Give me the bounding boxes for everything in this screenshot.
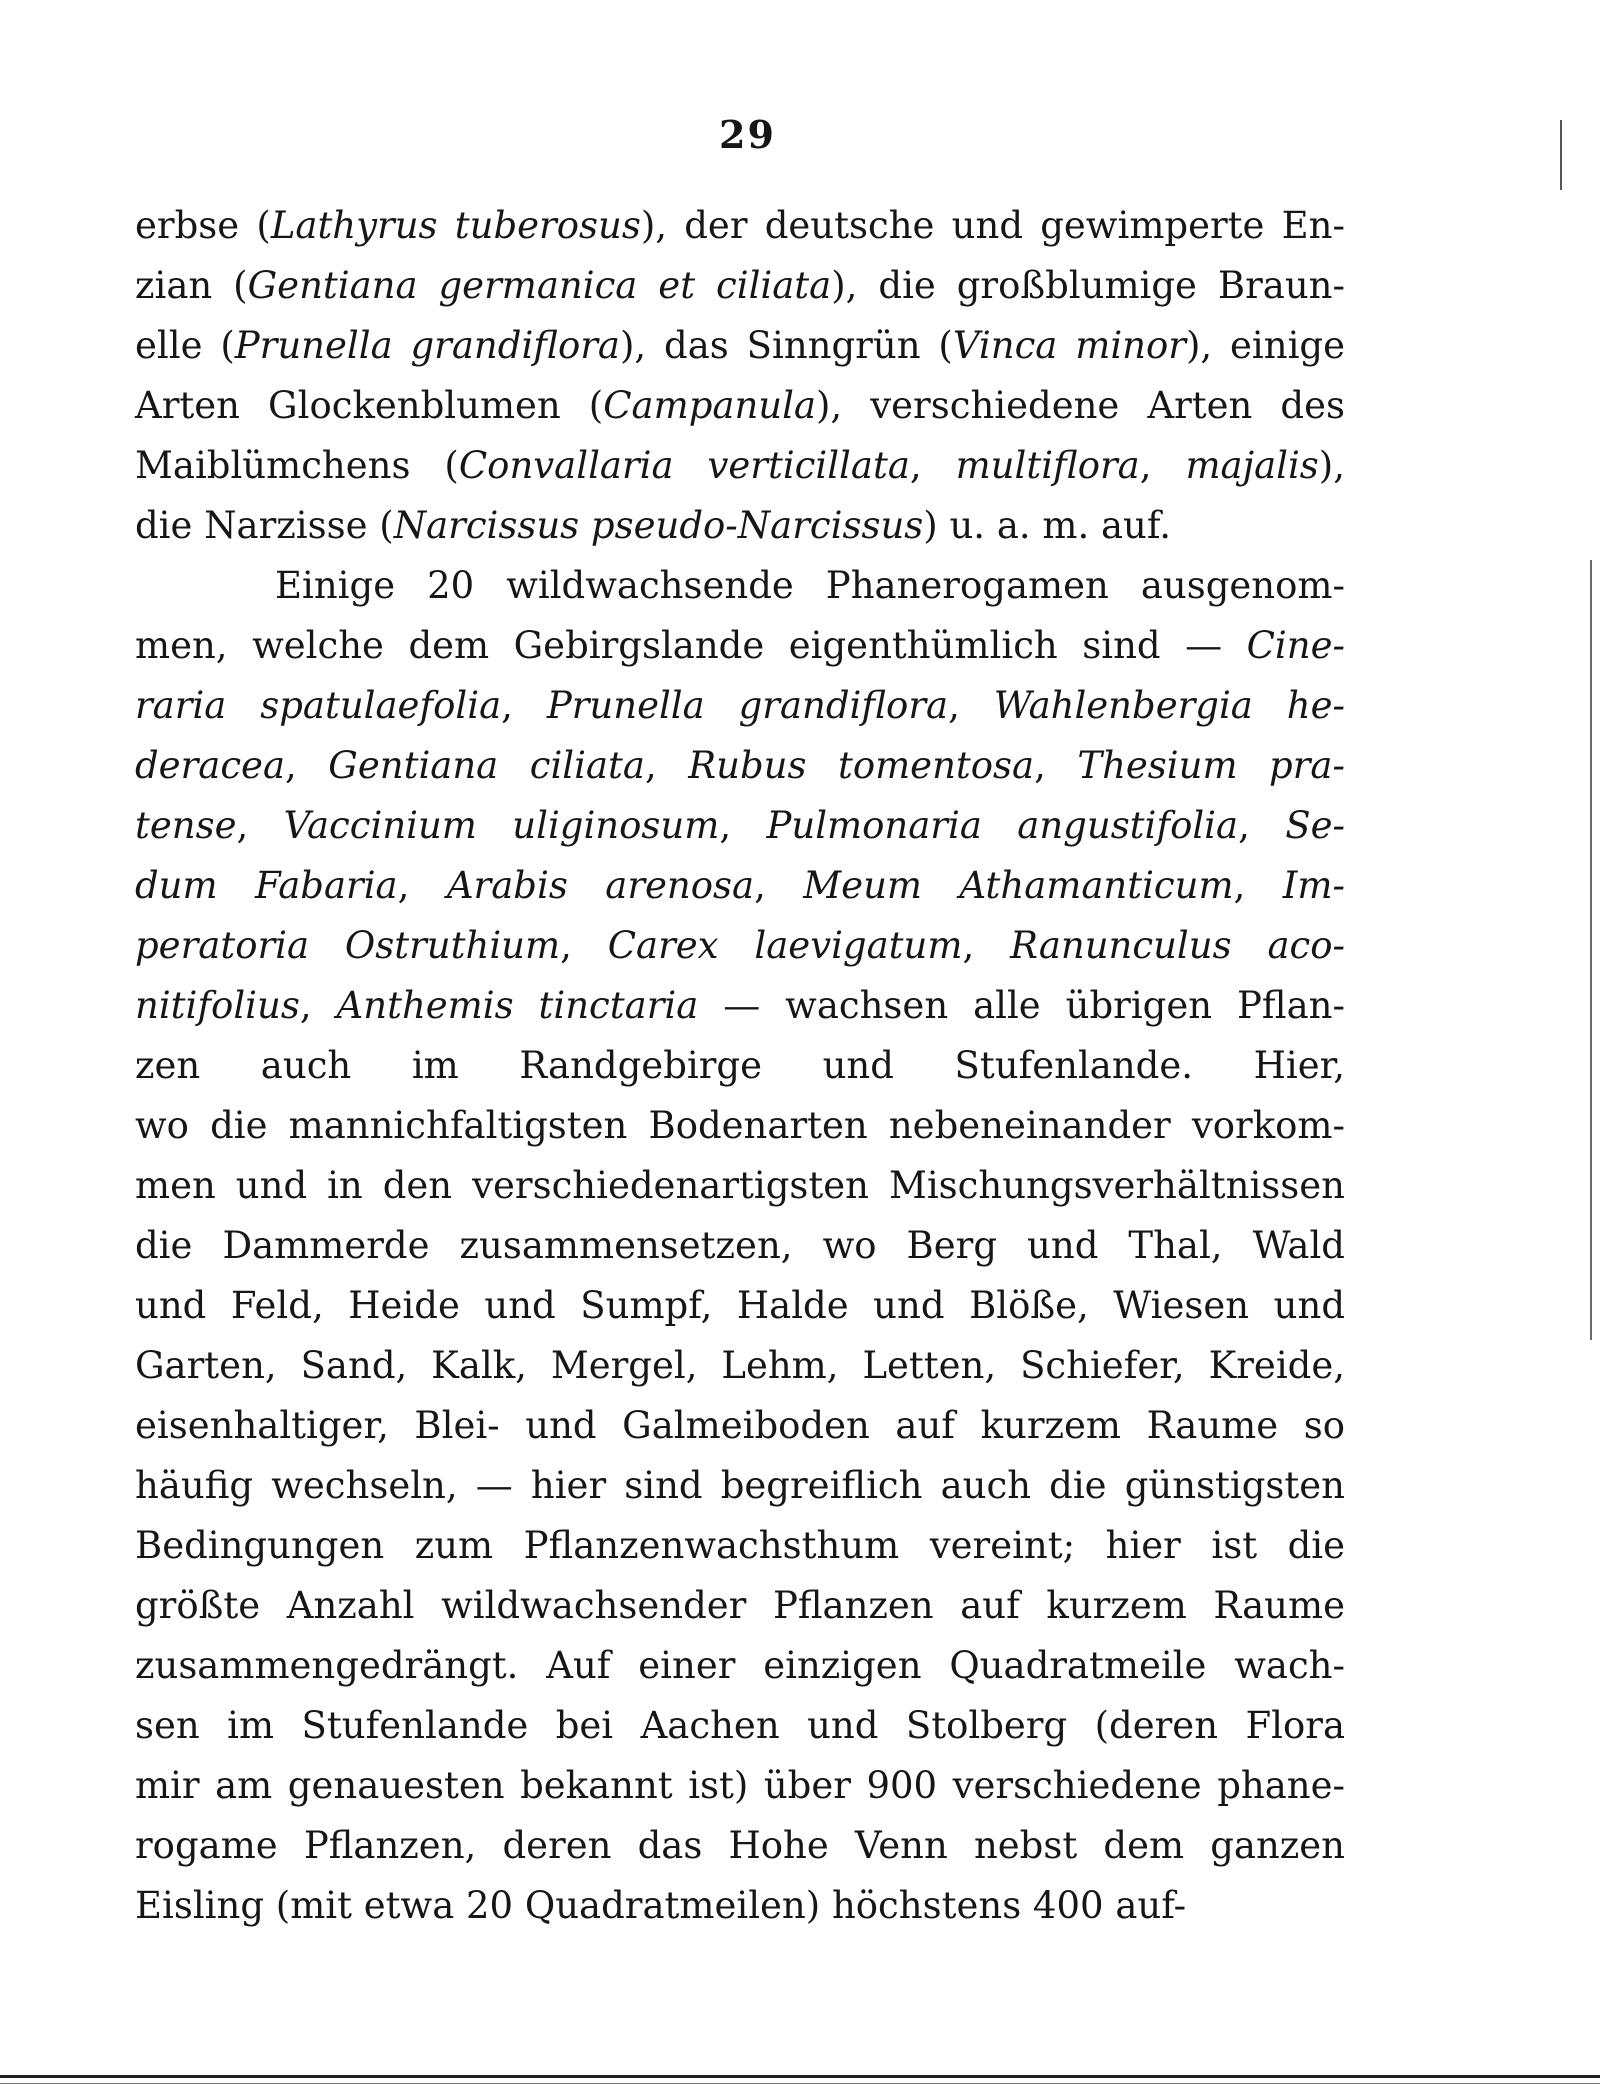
text-run: ), einige: [1185, 324, 1345, 367]
text-line: [135, 1276, 1345, 1336]
text-run: eisenhaltiger, Blei- und Galmeiboden auf kurzem Raume so: [135, 1404, 1345, 1447]
latin-plant-name: Lathyrus tuberosus: [270, 204, 641, 247]
latin-plant-name: Gentiana germanica et ciliata: [247, 264, 832, 307]
text-line: [135, 1756, 1345, 1816]
latin-plant-name: Narcissus pseudo-Narcissus: [393, 504, 924, 547]
latin-plant-name: multiflora: [955, 444, 1140, 487]
text-line: [135, 1156, 1345, 1216]
latin-plant-name: Meum Athamanticum: [803, 864, 1234, 907]
text-line: [135, 1636, 1345, 1696]
text-line: [135, 916, 1345, 976]
page-number: 29: [719, 112, 776, 157]
text-line: [135, 1216, 1345, 1276]
text-run: zian (: [135, 264, 248, 307]
text-run: die Narzisse (: [135, 504, 394, 547]
text-run: ), verschiedene Arten des: [816, 384, 1345, 427]
text-run: Bedingungen zum Pflanzenwachsthum vereint; hier ist die: [135, 1524, 1345, 1567]
text-line: [135, 976, 1345, 1036]
text-line: [135, 1096, 1345, 1156]
text-run: ), das Sinngrün (: [619, 324, 953, 367]
latin-plant-name: Wahlenbergia he-: [993, 684, 1345, 727]
text-line: [135, 496, 1345, 556]
text-run: elle (: [135, 324, 235, 367]
text-run: Garten, Sand, Kalk, Mergel, Lehm, Letten, Schiefer, Kreide,: [135, 1344, 1345, 1387]
text-run: erbse (: [135, 204, 271, 247]
text-run: ,: [754, 864, 804, 907]
latin-plant-name: Rubus tomentosa: [688, 744, 1035, 787]
text-run: Eisling (mit etwa 20 Quadratmeilen) höchstens 400 auf-: [135, 1884, 1187, 1927]
latin-plant-name: Pulmonaria angustifolia: [766, 804, 1239, 847]
text-line: [135, 796, 1345, 856]
latin-plant-name: tense: [135, 804, 237, 847]
text-run: ,: [1233, 864, 1283, 907]
text-line: [135, 856, 1345, 916]
latin-plant-name: Anthemis tinctaria: [336, 984, 699, 1027]
text-line: [135, 196, 1345, 256]
latin-plant-name: Se-: [1285, 804, 1345, 847]
text-run: ,: [1139, 444, 1186, 487]
text-run: ,: [236, 804, 284, 847]
text-run: ,: [644, 744, 689, 787]
text-run: ,: [948, 684, 994, 727]
latin-plant-name: Im-: [1282, 864, 1345, 907]
latin-plant-name: Gentiana ciliata: [328, 744, 645, 787]
latin-plant-name: Campanula: [603, 384, 816, 427]
text-run: ,: [501, 684, 547, 727]
text-run: zusammengedrängt. Auf einer einzigen Quadratmeile wach-: [135, 1644, 1345, 1687]
text-run: men und in den verschiedenartigsten Mischungsverhältnissen: [135, 1164, 1345, 1207]
text-run: und Feld, Heide und Sumpf, Halde und Blöße, Wiesen und: [135, 1284, 1345, 1327]
text-run: ,: [719, 804, 767, 847]
text-run: Arten Glockenblumen (: [135, 384, 604, 427]
text-line: [135, 1396, 1345, 1456]
text-line: [135, 616, 1345, 676]
latin-plant-name: Vinca minor: [952, 324, 1186, 367]
text-line: [135, 1876, 1345, 1936]
text-run: rogame Pflanzen, deren das Hohe Venn nebst dem ganzen: [135, 1824, 1345, 1867]
latin-plant-name: nitifolius: [135, 984, 300, 1027]
latin-plant-name: majalis: [1185, 444, 1319, 487]
latin-plant-name: raria spatulaefolia: [135, 684, 502, 727]
text-line: [135, 1516, 1345, 1576]
text-run: ), der deutsche und gewimperte En-: [640, 204, 1345, 247]
text-line: [135, 1816, 1345, 1876]
latin-plant-name: Vaccinium uliginosum: [283, 804, 720, 847]
page-bottom-rule: [0, 2075, 1600, 2078]
text-run: ,: [397, 864, 447, 907]
text-run: ,: [560, 924, 608, 967]
text-run: die Dammerde zusammensetzen, wo Berg und Thal, Wald: [135, 1224, 1345, 1267]
text-run: mir am genauesten bekannt ist) über 900 verschiedene phane-: [135, 1764, 1345, 1807]
text-run: wo die mannichfaltigsten Bodenarten nebeneinander vorkom-: [135, 1104, 1345, 1147]
text-run: ),: [1318, 444, 1345, 487]
text-line: [135, 316, 1345, 376]
latin-plant-name: Carex laevigatum: [607, 924, 963, 967]
text-line: [135, 1576, 1345, 1636]
text-run: Maiblümchens (: [135, 444, 459, 487]
text-run: größte Anzahl wildwachsender Pflanzen auf kurzem Raume: [135, 1584, 1345, 1627]
text-line: [135, 436, 1345, 496]
text-line: [135, 1036, 1345, 1096]
margin-mark: [1560, 120, 1562, 190]
margin-mark: [1590, 560, 1592, 1340]
text-line: [135, 676, 1345, 736]
text-line: [135, 1336, 1345, 1396]
text-line: [135, 376, 1345, 436]
text-run: ,: [909, 444, 956, 487]
text-line: [135, 1456, 1345, 1516]
latin-plant-name: Ranunculus aco-: [1010, 924, 1345, 967]
text-run: häufig wechseln, — hier sind begreiflich auch die günstigsten: [135, 1464, 1345, 1507]
latin-plant-name: peratoria Ostruthium: [135, 924, 561, 967]
text-run: men, welche dem Gebirgslande eigenthümlich sind —: [135, 624, 1247, 667]
text-run: zen auch im Randgebirge und Stufenlande. Hier,: [135, 1044, 1345, 1087]
latin-plant-name: deracea: [135, 744, 286, 787]
text-run: — wachsen alle übrigen Pflan-: [698, 984, 1345, 1027]
latin-plant-name: Thesium pra-: [1077, 744, 1345, 787]
text-run: sen im Stufenlande bei Aachen und Stolberg (deren Flora: [135, 1704, 1345, 1747]
text-run: ,: [1034, 744, 1078, 787]
text-run: ) u. a. m. auf.: [923, 504, 1172, 547]
text-run: ,: [1238, 804, 1286, 847]
text-run: Einige 20 wildwachsende Phanerogamen ausgenom-: [275, 564, 1345, 607]
latin-plant-name: Prunella grandiflora: [546, 684, 949, 727]
latin-plant-name: Prunella grandiflora: [234, 324, 620, 367]
latin-plant-name: Cine-: [1246, 624, 1345, 667]
text-run: ), die großblumige Braun-: [831, 264, 1345, 307]
text-run: ,: [299, 984, 337, 1027]
latin-plant-name: Arabis arenosa: [446, 864, 755, 907]
text-line: [135, 736, 1345, 796]
latin-plant-name: Convallaria verticillata: [458, 444, 910, 487]
latin-plant-name: dum Fabaria: [135, 864, 398, 907]
page-bottom-rule: [0, 2083, 1600, 2084]
text-line: [135, 256, 1345, 316]
text-line: [135, 1696, 1345, 1756]
text-line: [275, 556, 1345, 616]
text-run: ,: [285, 744, 329, 787]
text-run: ,: [962, 924, 1011, 967]
